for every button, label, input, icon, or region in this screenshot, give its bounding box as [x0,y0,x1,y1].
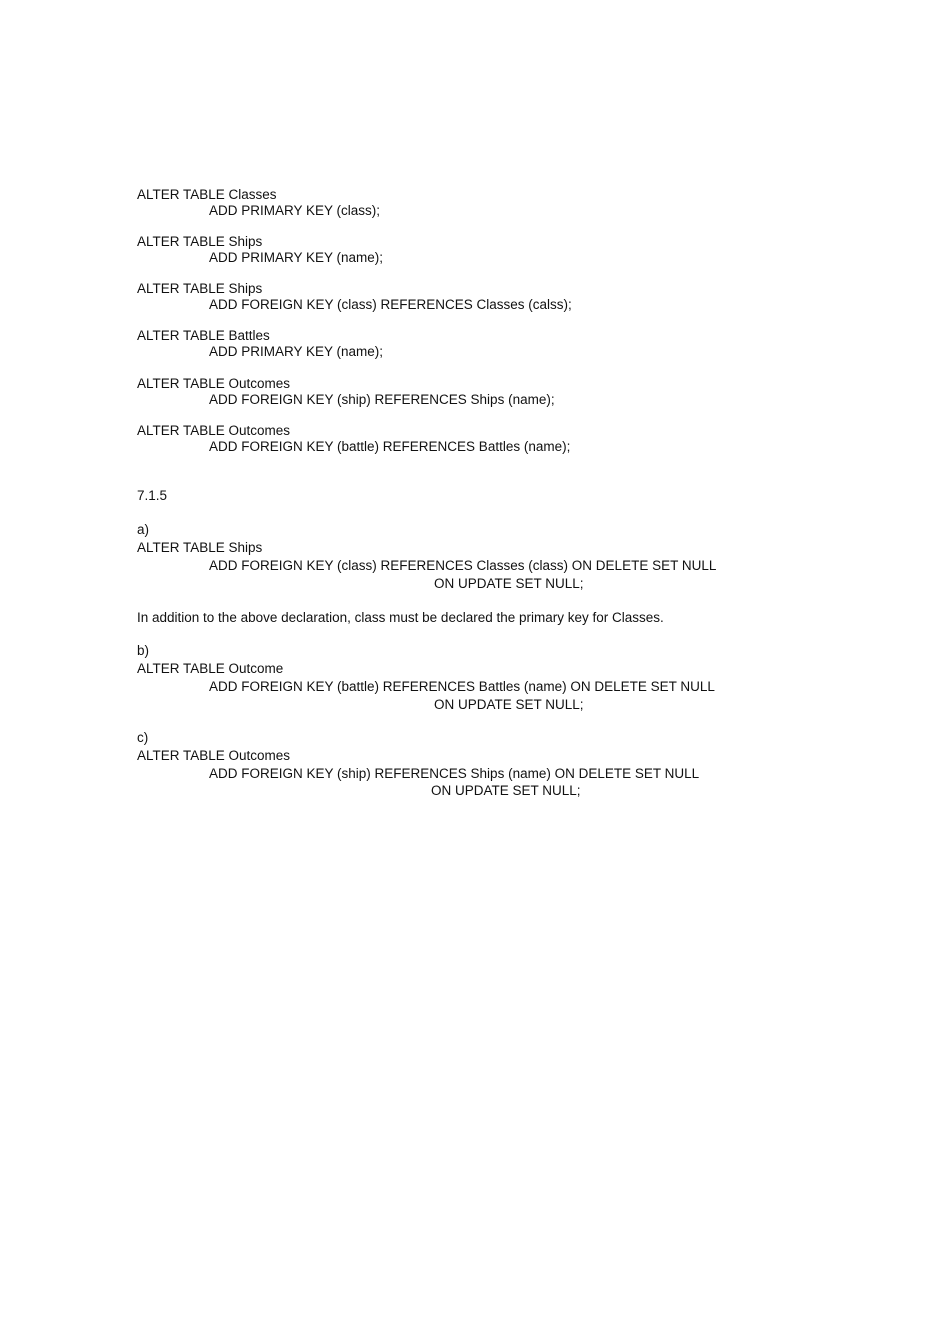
sql-line: ALTER TABLE Battles [137,328,270,343]
sql-line: ADD FOREIGN KEY (battle) REFERENCES Battles (name); [209,439,571,454]
sql-line: ADD PRIMARY KEY (class); [209,203,381,218]
part-label-a: a) [137,522,150,537]
sql-line: ADD PRIMARY KEY (name); [209,250,384,265]
sql-line: ON UPDATE SET NULL; [431,783,581,798]
sql-line: ALTER TABLE Outcomes [137,376,291,391]
part-label-b: b) [137,643,150,658]
sql-line: ALTER TABLE Classes [137,187,277,202]
sql-line: ADD FOREIGN KEY (class) REFERENCES Classes (calss); [209,297,572,312]
sql-line: ADD FOREIGN KEY (ship) REFERENCES Ships (name); [209,392,555,407]
section-number: 7.1.5 [137,488,168,503]
sql-line: ADD FOREIGN KEY (ship) REFERENCES Ships (name) ON DELETE SET NULL [209,766,700,781]
sql-line: ADD PRIMARY KEY (name); [209,344,384,359]
sql-line: ON UPDATE SET NULL; [434,697,584,712]
sql-line: ALTER TABLE Outcomes [137,748,291,763]
sql-line: ADD FOREIGN KEY (battle) REFERENCES Battles (name) ON DELETE SET NULL [209,679,715,694]
sql-line: ON UPDATE SET NULL; [434,576,584,591]
sql-line: ALTER TABLE Ships [137,281,263,296]
sql-line: ALTER TABLE Outcomes [137,423,291,438]
sql-line: ALTER TABLE Outcome [137,661,284,676]
sql-line: ALTER TABLE Ships [137,234,263,249]
explanatory-note: In addition to the above declaration, class must be declared the primary key for Classes. [137,610,664,625]
sql-line: ALTER TABLE Ships [137,540,263,555]
part-label-c: c) [137,730,149,745]
sql-line: ADD FOREIGN KEY (class) REFERENCES Classes (class) ON DELETE SET NULL [209,558,717,573]
